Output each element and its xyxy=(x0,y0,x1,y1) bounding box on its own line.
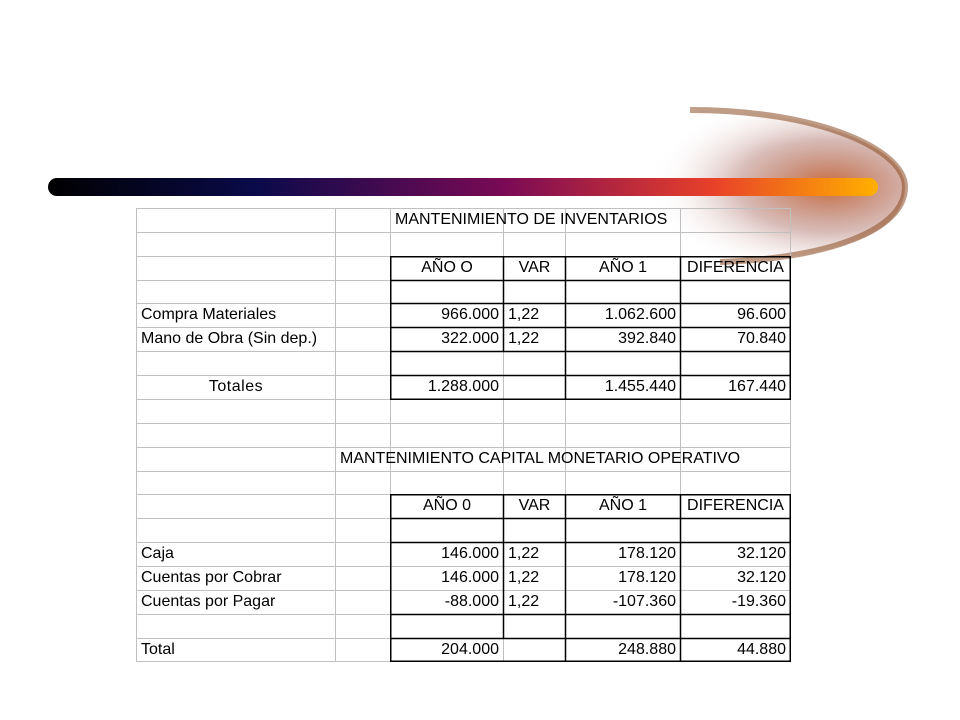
cell-diferencia: 32.120 xyxy=(737,545,786,562)
cell-var: 1,22 xyxy=(508,330,540,347)
cell-diferencia: 70.840 xyxy=(737,330,786,347)
total-ano0: 1.288.000 xyxy=(427,378,499,395)
cell-ano0: 146.000 xyxy=(441,569,499,586)
inventarios-header-var: VAR xyxy=(518,259,551,276)
cell-ano1: 1.062.600 xyxy=(604,306,676,323)
inventarios-title: MANTENIMIENTO DE INVENTARIOS xyxy=(395,211,668,228)
cell-diferencia: -19.360 xyxy=(731,593,786,610)
cell-var: 1,22 xyxy=(508,545,540,562)
cell-ano1: 178.120 xyxy=(618,545,676,562)
row-label: Cuentas por Cobrar xyxy=(141,569,282,586)
total-ano1: 248.880 xyxy=(618,641,676,658)
capital-header-ano1: AÑO 1 xyxy=(598,497,647,514)
cell-var: 1,22 xyxy=(508,593,540,610)
capital-title: MANTENIMIENTO CAPITAL MONETARIO OPERATIVO xyxy=(340,450,741,467)
cell-ano0: 322.000 xyxy=(441,330,499,347)
total-diferencia: 44.880 xyxy=(737,641,786,658)
total-ano1: 1.455.440 xyxy=(604,378,676,395)
totals-label: Totales xyxy=(208,378,264,395)
cell-diferencia: 32.120 xyxy=(737,569,786,586)
total-ano0: 204.000 xyxy=(441,641,499,658)
cell-ano0: 966.000 xyxy=(441,306,499,323)
total-diferencia: 167.440 xyxy=(728,378,786,395)
row-label: Cuentas por Pagar xyxy=(141,593,276,610)
capital-header-ano0: AÑO 0 xyxy=(422,497,471,514)
row-label: Caja xyxy=(141,545,174,562)
row-label: Compra Materiales xyxy=(141,306,277,323)
inventarios-header-ano0: AÑO O xyxy=(421,259,473,276)
cell-ano1: -107.360 xyxy=(612,593,676,610)
inventarios-header-ano1: AÑO 1 xyxy=(598,259,647,276)
cell-var: 1,22 xyxy=(508,306,540,323)
cell-ano1: 392.840 xyxy=(618,330,676,347)
inventarios-header-diferencia: DIFERENCIA xyxy=(687,259,784,276)
capital-header-var: VAR xyxy=(518,497,551,514)
capital-header-diferencia: DIFERENCIA xyxy=(687,497,784,514)
cell-ano0: -88.000 xyxy=(444,593,499,610)
cell-ano0: 146.000 xyxy=(441,545,499,562)
cell-ano1: 178.120 xyxy=(618,569,676,586)
cell-var: 1,22 xyxy=(508,569,540,586)
row-label: Mano de Obra (Sin dep.) xyxy=(141,330,318,347)
cell-diferencia: 96.600 xyxy=(737,306,786,323)
total-label: Total xyxy=(141,641,175,658)
